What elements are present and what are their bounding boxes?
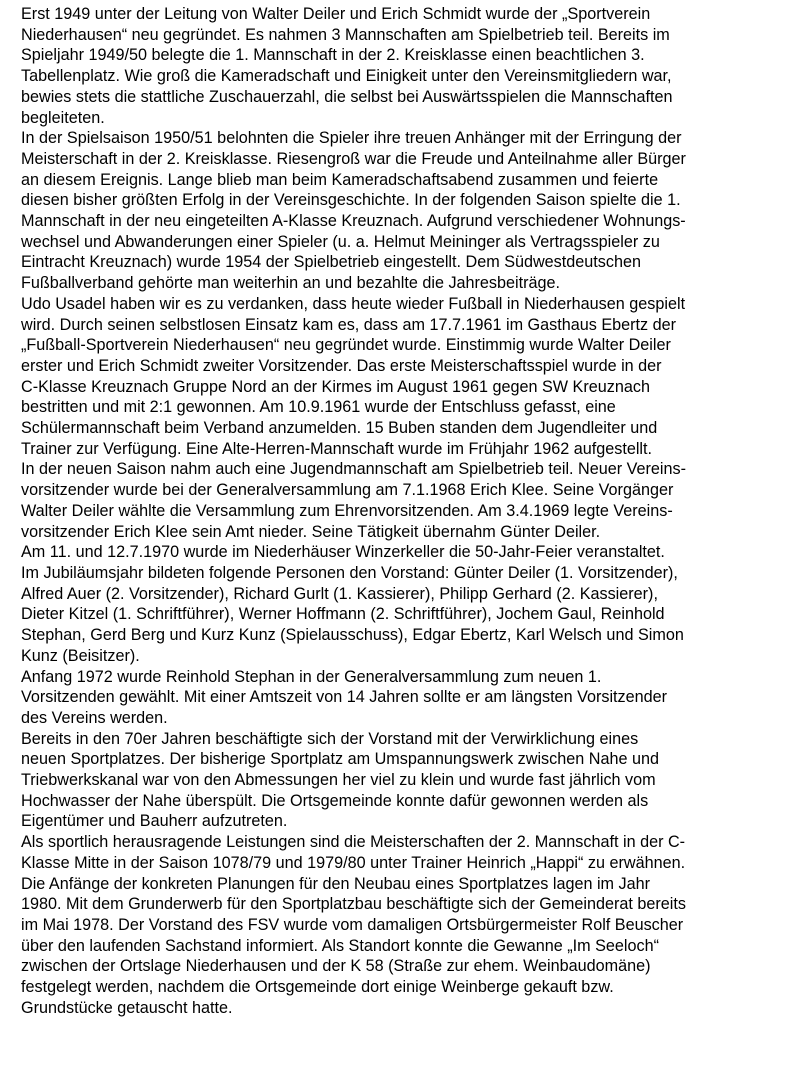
text-line: In der Spielsaison 1950/51 belohnten die Spieler ihre treuen Anhänger mit der Erringung der (21, 129, 682, 148)
text-line: bewies stets die stattliche Zuschauerzahl, die selbst bei Auswärtsspielen die Mannschaften (21, 87, 673, 106)
text-line: erster und Erich Schmidt zweiter Vorsitzender. Das erste Meisterschaftsspiel wurde in der (21, 356, 662, 375)
text-line: 1980. Mit dem Grunderwerb für den Sportplatzbau beschäftigte sich der Gemeinderat bereits (21, 895, 686, 914)
text-line: In der neuen Saison nahm auch eine Jugendmannschaft am Spielbetrieb teil. Neuer Vereins- (21, 460, 686, 479)
text-line: im Mai 1978. Der Vorstand des FSV wurde vom damaligen Ortsbürgermeister Rolf Beuscher (21, 915, 684, 934)
text-line: „Fußball-Sportverein Niederhausen“ neu gegründet wurde. Einstimmig wurde Walter Deiler (21, 336, 671, 355)
text-line: bestritten und mit 2:1 gewonnen. Am 10.9.1961 wurde der Entschluss gefasst, eine (21, 398, 616, 417)
text-line: des Vereins werden. (21, 708, 168, 727)
text-line: begleiteten. (21, 108, 105, 127)
text-line: zwischen der Ortslage Niederhausen und der K 58 (Straße zur ehem. Weinbaudomäne) (21, 957, 651, 976)
text-line: Triebwerkskanal war von den Abmessungen her viel zu klein und wurde fast jährlich vom (21, 771, 656, 790)
text-line: festgelegt werden, nachdem die Ortsgemeinde dort einige Weinberge gekauft bzw. (21, 978, 614, 997)
text-line: wechsel und Abwanderungen einer Spieler (u. a. Helmut Meininger als Vertragsspieler zu (21, 232, 660, 251)
text-line: Im Jubiläumsjahr bildeten folgende Personen den Vorstand: Günter Deiler (1. Vorsitzender), (21, 563, 678, 582)
text-line: Klasse Mitte in der Saison 1078/79 und 1979/80 unter Trainer Heinrich „Happi“ zu erwähnen. (21, 853, 686, 872)
text-line: diesen bisher größten Erfolg in der Vereinsgeschichte. In der folgenden Saison spielte die 1. (21, 191, 681, 210)
text-line: Bereits in den 70er Jahren beschäftigte sich der Vorstand mit der Verwirklichung eines (21, 729, 639, 748)
text-line: Walter Deiler wählte die Versammlung zum Ehrenvorsitzenden. Am 3.4.1969 legte Vereins- (21, 501, 673, 520)
text-line: vorsitzender Erich Klee sein Amt nieder. Seine Tätigkeit übernahm Günter Deiler. (21, 522, 601, 541)
text-line: Niederhausen“ neu gegründet. Es nahmen 3 Mannschaften am Spielbetrieb teil. Bereits im (21, 25, 670, 44)
text-line: Dieter Kitzel (1. Schriftführer), Werner Hoffmann (2. Schriftführer), Jochem Gaul, Reinhold (21, 605, 665, 624)
text-line: über den laufenden Sachstand informiert. Als Standort konnte die Gewanne „Im Seeloch“ (21, 936, 659, 955)
text-line: Anfang 1972 wurde Reinhold Stephan in der Generalversammlung zum neuen 1. (21, 667, 602, 686)
text-line: Als sportlich herausragende Leistungen sind die Meisterschaften der 2. Mannschaft in der C- (21, 833, 686, 852)
text-line: vorsitzender wurde bei der Generalversammlung am 7.1.1968 Erich Klee. Seine Vorgänger (21, 481, 674, 500)
text-line: Alfred Auer (2. Vorsitzender), Richard Gurlt (1. Kassierer), Philipp Gerhard (2. Kassierer), (21, 584, 658, 603)
text-line: neuen Sportplatzes. Der bisherige Sportplatz am Umspannungswerk zwischen Nahe und (21, 750, 659, 769)
text-line: Fußballverband gehörte man weiterhin an und bezahlte die Jahresbeiträge. (21, 274, 561, 293)
document-text (21, 4, 795, 1018)
text-line: Hochwasser der Nahe überspült. Die Ortsgemeinde konnte dafür gewonnen werden als (21, 791, 649, 810)
text-line: Tabellenplatz. Wie groß die Kameradschaft und Einigkeit unter den Vereinsmitgliedern war, (21, 67, 672, 86)
text-line: Mannschaft in der neu eingeteilten A-Klasse Kreuznach. Aufgrund verschiedener Wohnungs- (21, 212, 686, 231)
text-line: an diesem Ereignis. Lange blieb man beim Kameradschaftsabend zusammen und feierte (21, 170, 659, 189)
text-line: Stephan, Gerd Berg und Kurz Kunz (Spielausschuss), Edgar Ebertz, Karl Welsch und Simon (21, 626, 684, 645)
text-line: Eigentümer und Bauherr aufzutreten. (21, 812, 288, 831)
text-line: wird. Durch seinen selbstlosen Einsatz kam es, dass am 17.7.1961 im Gasthaus Ebertz der (21, 315, 677, 334)
text-line: Die Anfänge der konkreten Planungen für den Neubau eines Sportplatzes lagen im Jahr (21, 874, 651, 893)
text-line: Eintracht Kreuznach) wurde 1954 der Spielbetrieb eingestellt. Dem Südwestdeutschen (21, 253, 641, 272)
text-line: Erst 1949 unter der Leitung von Walter Deiler und Erich Schmidt wurde der „Sportverein (21, 5, 651, 23)
text-line: C-Klasse Kreuznach Gruppe Nord an der Kirmes im August 1961 gegen SW Kreuznach (21, 377, 650, 396)
text-line: Am 11. und 12.7.1970 wurde im Niederhäuser Winzerkeller die 50-Jahr-Feier veranstaltet. (21, 543, 665, 562)
text-line: Meisterschaft in der 2. Kreisklasse. Riesengroß war die Freude und Anteilnahme aller Bürger (21, 149, 686, 168)
text-line: Udo Usadel haben wir es zu verdanken, dass heute wieder Fußball in Niederhausen gespielt (21, 294, 686, 313)
text-line: Vorsitzenden gewählt. Mit einer Amtszeit von 14 Jahren sollte er am längsten Vorsitzender (21, 688, 668, 707)
text-line: Spieljahr 1949/50 belegte die 1. Mannschaft in der 2. Kreisklasse einen beachtlichen 3. (21, 46, 645, 65)
document-page (21, 4, 795, 1018)
text-line: Schülermannschaft beim Verband anzumelden. 15 Buben standen dem Jugendleiter und (21, 419, 658, 438)
text-line: Kunz (Beisitzer). (21, 646, 140, 665)
text-line: Grundstücke getauscht hatte. (21, 998, 233, 1017)
text-line: Trainer zur Verfügung. Eine Alte-Herren-Mannschaft wurde im Frühjahr 1962 aufgestellt. (21, 439, 653, 458)
